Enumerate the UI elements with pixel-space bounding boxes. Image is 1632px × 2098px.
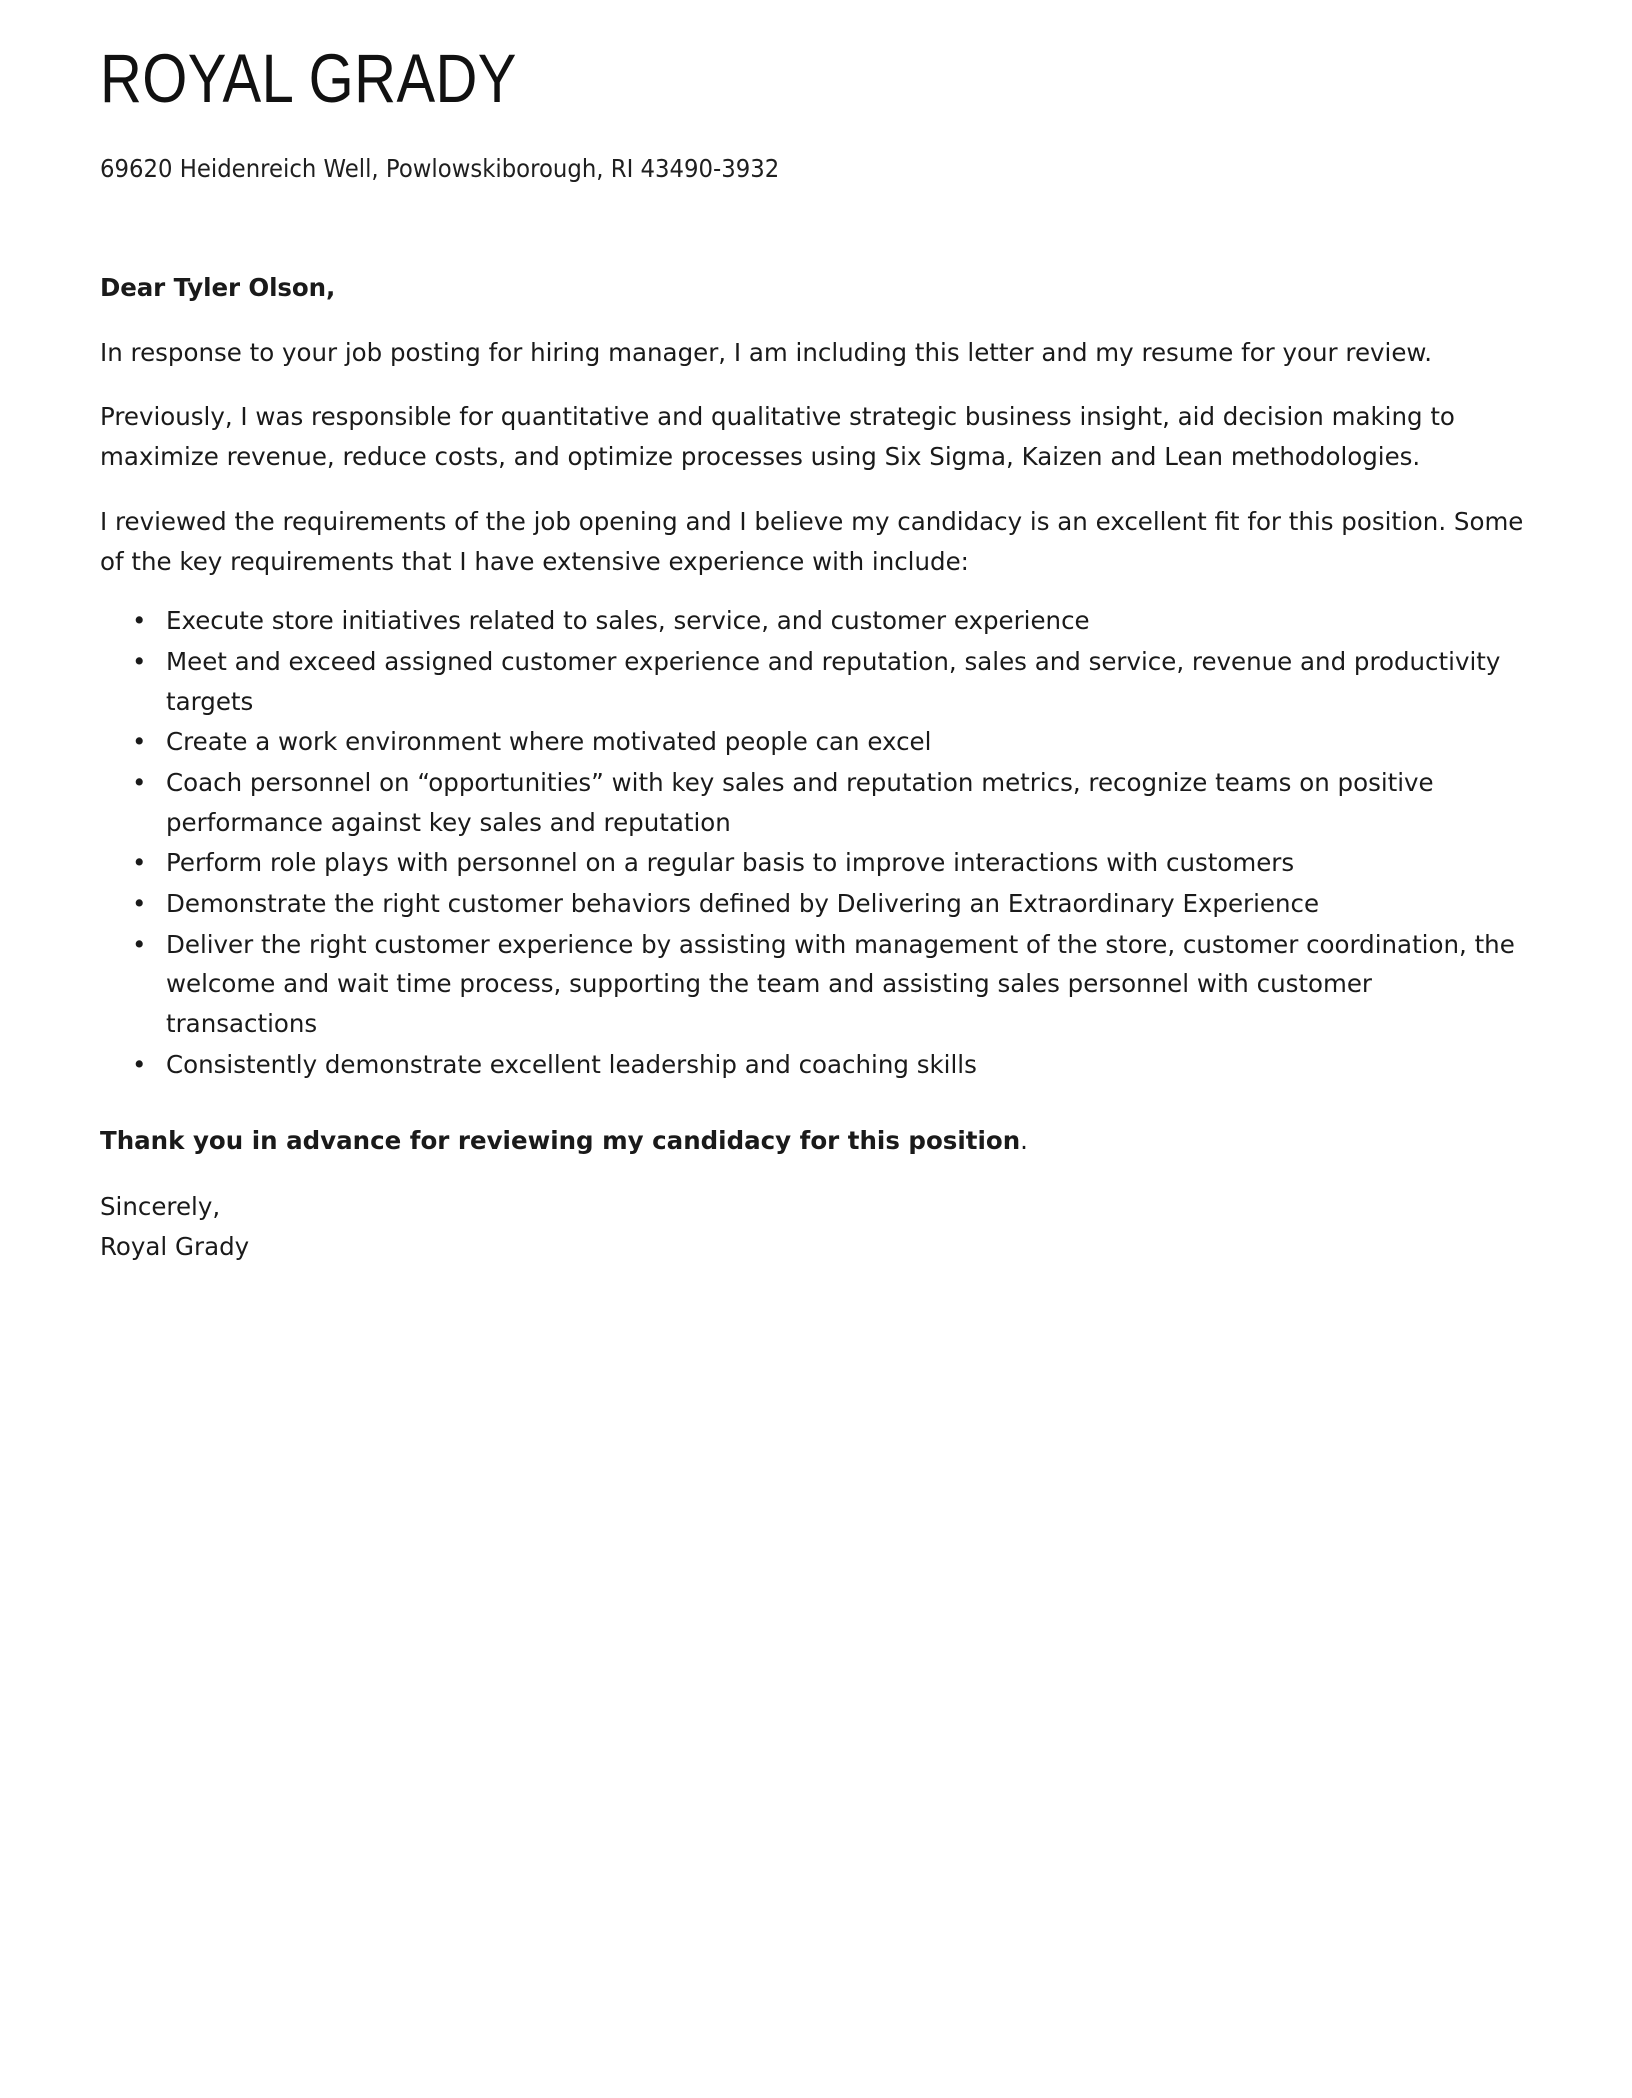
signature-name: Royal Grady [100, 1231, 250, 1261]
page-title: ROYAL GRADY [100, 40, 517, 117]
letter-header [100, 0, 1530, 185]
closing-statement-period: . [1020, 1126, 1028, 1156]
bullet-icon: • [132, 889, 147, 918]
candidate-address: 69620 Heidenreich Well, Powlowskiborough, RI 43490-3932 [100, 154, 780, 183]
bullet-icon: • [132, 767, 147, 797]
closing-statement [100, 1085, 1530, 1161]
list-item [126, 884, 1530, 925]
cover-letter-content [100, 0, 1530, 1267]
bullet-icon: • [132, 727, 147, 757]
list-item-label: Execute store initiatives related to sales, service, and customer experience [166, 606, 1090, 636]
list-item [126, 925, 1530, 1045]
list-item [126, 722, 1530, 763]
list-item-label: Coach personnel on “opportunities” with key sales and reputation metrics, recognize teams on positive performance against key sales and reputation [166, 767, 1434, 837]
list-item-label: Create a work environment where motivated people can excel [166, 727, 932, 757]
letter-body [100, 185, 1530, 1266]
paragraph-experience: Previously, I was responsible for quantitative and qualitative strategic business insight, aid decision making to maximize revenue, reduce costs, and optimize processes using Six Sigma, Kaizen and Lean methodologies. [100, 402, 1455, 472]
list-item [126, 763, 1530, 843]
bullet-icon: • [132, 929, 147, 959]
list-item [126, 843, 1530, 884]
list-item-label: Consistently demonstrate excellent leadership and coaching skills [166, 1049, 977, 1079]
sign-off-label: Sincerely, [100, 1192, 221, 1222]
requirements-list [100, 581, 1530, 1085]
signature-block [100, 1161, 1530, 1266]
salutation: Dear Tyler Olson, [100, 273, 336, 303]
list-item-label: Deliver the right customer experience by assisting with management of the store, customer coordination, the welcome and wait time process, supporting the team and assisting sales personnel with customer transactions [166, 929, 1515, 1039]
list-item-label: Demonstrate the right customer behaviors defined by Delivering an Extraordinary Experience [166, 889, 1320, 918]
list-item [126, 1045, 1530, 1086]
list-item-label: Meet and exceed assigned customer experience and reputation, sales and service, revenue and productivity targets [166, 646, 1501, 716]
bullet-icon: • [132, 646, 147, 676]
list-item [126, 601, 1530, 642]
list-item-label: Perform role plays with personnel on a regular basis to improve interactions with customers [166, 848, 1295, 878]
bullet-icon: • [132, 606, 147, 636]
bullet-icon: • [132, 848, 147, 878]
paragraph-requirements-intro: I reviewed the requirements of the job opening and I believe my candidacy is an excellent fit for this position. Some of the key requirements that I have extensive experience with include: [100, 506, 1524, 576]
list-item [126, 642, 1530, 722]
closing-statement-text: Thank you in advance for reviewing my candidacy for this position [100, 1126, 1021, 1156]
bullet-icon: • [132, 1049, 147, 1079]
paragraph-intro: In response to your job posting for hiring manager, I am including this letter and my resume for your review. [100, 337, 1432, 367]
